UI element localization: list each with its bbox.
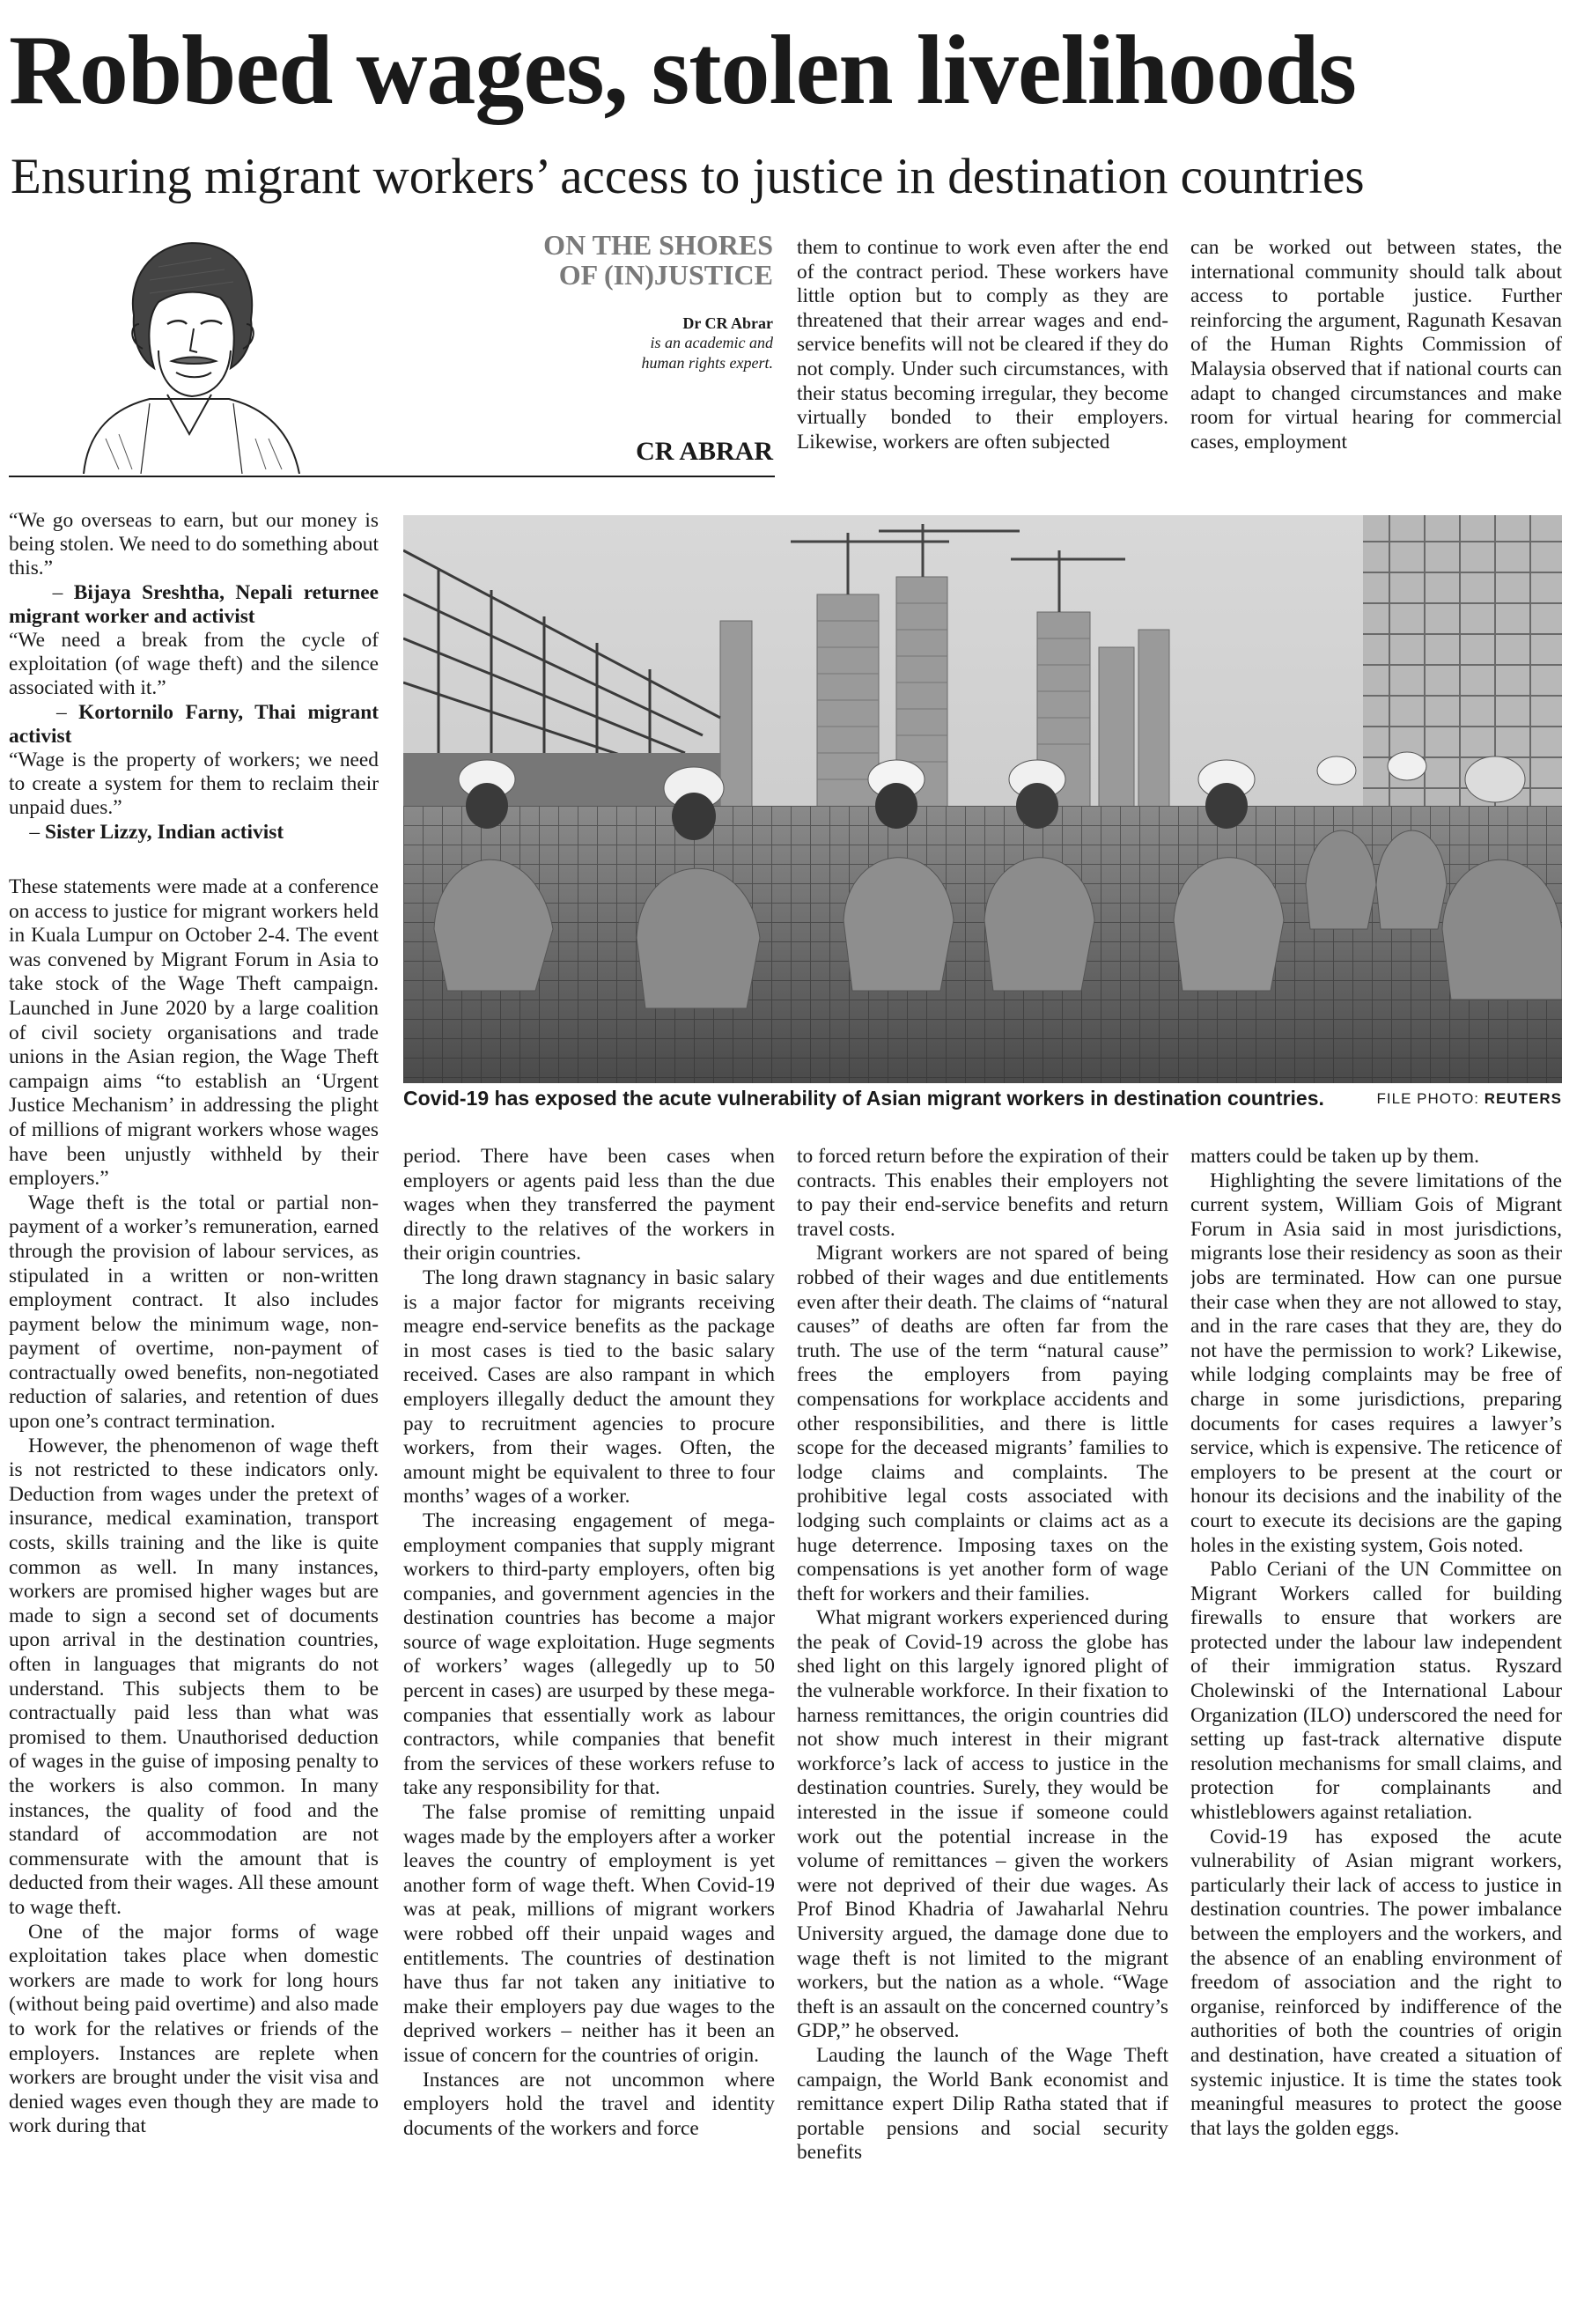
subheadline: Ensuring migrant workers’ access to justice in destination countries xyxy=(11,149,1365,204)
paragraph: them to continue to work even after the end of the contract period. These workers have little option but to comply as they are threatened that their arrear wages and end-service benefits will not be cleared if they do not comply. Under such circumstances, with their status becoming irregular, they become virtually bonded to their employers. Likewise, workers are often subjected xyxy=(797,236,1168,454)
photo-credit: FILE PHOTO: REUTERS xyxy=(1376,1090,1562,1107)
quote-attribution: – Kortornilo Farny, Thai migrant activist xyxy=(9,700,379,748)
paragraph: One of the major forms of wage exploitation takes place when domestic workers are made to work for long hours (without being paid overtime) and also made to work for the relatives or friends of the employers. Instances are replete when workers are brought under the visit visa and denied wages even though they are made to work during that xyxy=(9,1920,379,2138)
quote-attribution: – Sister Lizzy, Indian activist xyxy=(9,820,284,844)
paragraph: matters could be taken up by them. xyxy=(1190,1145,1480,1168)
body-column-1 xyxy=(9,875,379,2320)
quote-attribution: – Bijaya Sreshtha, Nepali returnee migrant worker and activist xyxy=(9,580,379,628)
headline: Robbed wages, stolen livelihoods xyxy=(9,16,1356,125)
paragraph: Instances are not uncommon where employers hold the travel and identity documents of the workers and force xyxy=(403,2068,775,2140)
pull-quotes xyxy=(9,509,379,845)
paragraph: However, the phenomenon of wage theft is not restricted to these indicators only. Deduction from wages under the pretext of insurance, medical examination, transport costs, skills training and the like is quite common as well. In many instances, workers are promised higher wages but are made to sign a second set of documents upon arrival in the destination countries, often in languages that migrants do not understand. This subjects them to be contractually paid less than what was promised to them. Unauthorised deduction of wages in the guise of imposing penalty to the workers is also common. In many instances, the quality of food and the standard of accommodation are not commensurate with the amount that is deducted from their wages. All these amount to wage theft. xyxy=(9,1434,379,1919)
paragraph: Wage theft is the total or partial non-payment of a worker’s remuneration, earned through the provision of labour services, as stipulated in a written or non-written employment contract. It also includes payment below the minimum wage, non-payment of overtime, non-payment of contractually owed benefits, non-negotiated reduction of salaries, and retention of dues upon one’s contract termination. xyxy=(9,1191,379,1434)
paragraph: The increasing engagement of mega-employment companies that supply migrant workers to third-party employers, often big companies, and government agencies in the destination countries has become a major source of wage exploitation. Huge segments of workers’ wages (allegedly up to 50 percent in cases) are usurped by these mega-companies that essentially work as labour contractors, while companies that benefit from the services of these workers refuse to take any responsibility for that. xyxy=(403,1509,775,1800)
paragraph: Migrant workers are not spared of being robbed of their wages and due entitlements even after their death. The claims of “natural causes” of deaths are often far from the truth. The use of the term “natural cause” frees the employers from paying compensations for workplace accidents and other responsibilities, and there is little scope for the deceased migrants’ families to lodge claims and complaints. The prohibitive legal costs associated with lodging such complaints or claims act as a huge deterrence. Imposing taxes on the compensations is yet another form of wage theft for workers and their families. xyxy=(797,1242,1168,1605)
author-bio: is an academic and human rights expert. xyxy=(641,334,773,372)
paragraph: Pablo Ceriani of the UN Committee on Migrant Workers called for building firewalls to ensure that workers are protected under the labour law independent of their immigration status. Ryszard Cholewinski of the International Labour Organization (ILO) underscored the need for setting up fast-track alternative dispute resolution mechanisms for small claims, and protection for complainants and whistleblowers against retaliation. xyxy=(1190,1558,1562,1825)
paragraph: to forced return before the expiration of their contracts. This enables their employers not to pay their end-service benefits and return travel costs. xyxy=(797,1145,1168,1241)
body-column-top-4 xyxy=(1190,236,1562,484)
body-column-2 xyxy=(403,1145,775,2320)
paragraph: What migrant workers experienced during the peak of Covid-19 across the globe has shed light on this largely ignored plight of the vulnerable workforce. In their fixation to harness remittances, the origin countries did not show much interest in their migrant workforce’s lack of access to justice in the destination countries. Surely, they would be interested in the issue if someone could work out the potential increase in the volume of remittances – given the workers were not deprived of their due wages. As Prof Binod Khadria of Jawaharlal Nehru University argued, the damage done due to wage theft is not limited to the migrant workers, but the nation as a whole. “Wage theft is an assault on the concerned country’s GDP,” he observed. xyxy=(797,1606,1168,2043)
photo-caption-bar xyxy=(403,1087,1562,1111)
body-column-top-3 xyxy=(797,236,1168,484)
paragraph: Highlighting the severe limitations of the current system, William Gois of Migrant Forum in Asia said in most jurisdictions, migrants lose their residency as soon as their jobs are terminated. How can one pursue their case when they are not allowed to stay, and in the rare cases that they are, they do not have the permission to work? Likewise, while lodging complaints may be free of charge in some jurisdictions, preparing documents for cases requires a lawyer’s service, which is expensive. The reticence of employers to be present at the court or honour its decisions and the inability of the court to execute its decisions are the gaping holes in the existing system, Gois noted. xyxy=(1190,1169,1562,1557)
quote-text: “Wage is the property of workers; we need to create a system for them to reclaim their unpaid dues.” xyxy=(9,749,379,820)
paragraph: Lauding the launch of the Wage Theft campaign, the World Bank economist and remittance expert Dilip Ratha stated that if portable pensions and social security benefits xyxy=(797,2043,1168,2165)
column-info xyxy=(475,231,773,373)
news-photo xyxy=(403,515,1562,1083)
paragraph: The long drawn stagnancy in basic salary is a major factor for migrants receiving meagre end-service benefits as the package in most cases is tied to the basic salary received. Cases are also rampant in which employers illegally deduct the amount they pay to recruitment agencies to procure workers, from their wages. Often, the amount might be equivalent to three to four months’ wages of a worker. xyxy=(403,1265,775,1509)
paragraph: can be worked out between states, the international community should talk about access to portable justice. Further reinforcing the argument, Ragunath Kesavan of the Human Rights Commission of Malaysia observed that if national courts can adapt to changed circumstances and make room for virtual hearing for commercial cases, employment xyxy=(1190,236,1562,454)
quote-text: “We go overseas to earn, but our money is being stolen. We need to do something about this.” xyxy=(9,509,379,580)
photo-caption: Covid-19 has exposed the acute vulnerability of Asian migrant workers in destination countries. xyxy=(403,1087,1324,1110)
divider xyxy=(9,476,775,477)
paragraph: period. There have been cases when employers or agents paid less than the due wages when they transferred the payment directly to the relatives of the workers in their origin countries. xyxy=(403,1145,775,1265)
body-column-4 xyxy=(1190,1145,1562,2320)
body-column-3 xyxy=(797,1145,1168,2320)
author-portrait xyxy=(35,227,343,474)
paragraph: Covid-19 has exposed the acute vulnerability of Asian migrant workers, particularly their lack of access to justice in destination countries. The power imbalance between the employers and the workers, and the absence of an enabling environment of freedom of association and the right to organise, reinforced by indifference of the authorities of both the countries of origin and destination, have created a situation of systemic injustice. It is time the states took meaningful measures to protect the goose that lays the golden eggs. xyxy=(1190,1825,1562,2140)
paragraph: The false promise of remitting unpaid wages made by the employers after a worker leaves the country of employment is yet another form of wage theft. When Covid-19 was at peak, millions of migrant workers were robbed off their unpaid wages and entitlements. The countries of destination have thus far not taken any initiative to make their employers pay due wages to the deprived workers – neither has it been an issue of concern for the countries of origin. xyxy=(403,1801,775,2067)
quote-text: “We need a break from the cycle of exploitation (of wage theft) and the silence associated with it.” xyxy=(9,629,379,700)
author-name: Dr CR Abrar xyxy=(682,314,773,333)
paragraph: These statements were made at a conference on access to justice for migrant workers held in Kuala Lumpur on October 2-4. The event was convened by Migrant Forum in Asia to take stock of the Wage Theft campaign. Launched in June 2020 by a large coalition of civil society organisations and trade unions in the Asian region, the Wage Theft campaign aims “to establish an ‘Urgent Justice Mechanism’ in addressing the plight of millions of migrant workers whose wages have been unjustly withheld by their employers.” xyxy=(9,875,379,1191)
column-name: ON THE SHORES OF (IN)JUSTICE xyxy=(543,229,773,291)
author-byline: CR ABRAR xyxy=(636,437,773,466)
